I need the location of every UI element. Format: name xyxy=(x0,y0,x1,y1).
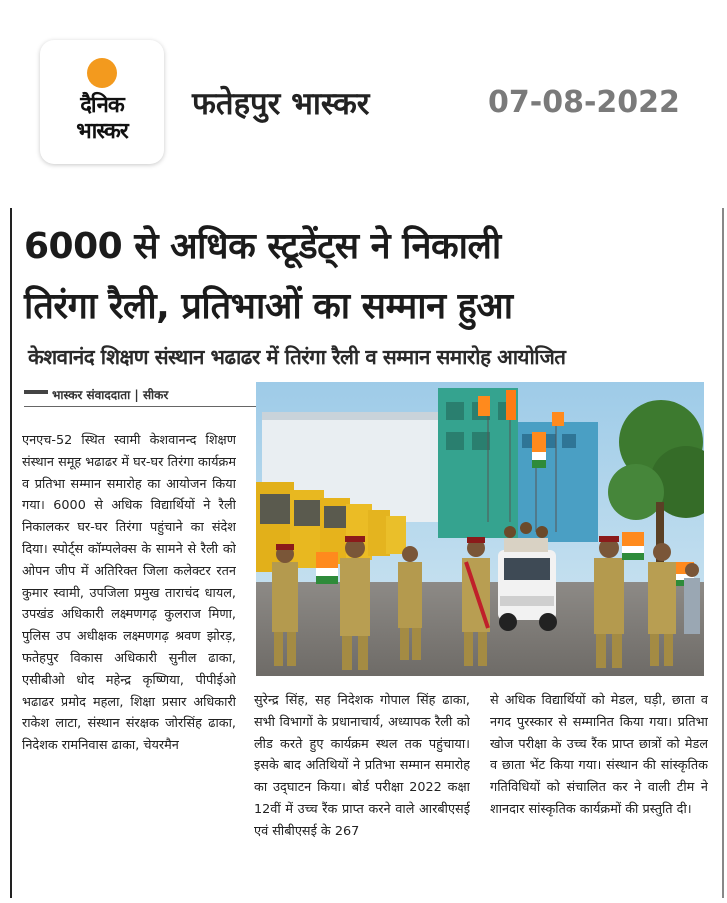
publication-title: फतेहपुर भास्कर xyxy=(192,86,370,122)
dainik-bhaskar-logo xyxy=(40,40,164,164)
publication-date: 07-08-2022 xyxy=(488,85,680,120)
article-column-1-text: एनएच-52 स्थित स्वामी केशवानन्द शिक्षण संस्थान समूह भढाढर में घर-घर तिरंगा कार्यक्रम व प्रतिभा सम्मान समारोह का आयोजन किया गया। 6000 से अधिक विद्यार्थियों ने रैली निकालकर घर-घर तिरंगा पहुंचाने का संदेश दिया। स्पोर्ट्स कॉम्पलेक्स के सामने से रैली को ओपन जीप में अतिरिक्त जिला कलेक्टर रतन कुमार स्वामी, उपजिला प्रमुख ताराचंद धायल, उपखंड अधिकारी लक्ष्मणगढ़ कुलराज मिणा, पुलिस उप अधीक्षक लक्ष्मणगढ़ श्रवण झोरड़, फतेहपुर विकास अधिकारी सुनील ढाका, एसीबीओ धोद महेन्द्र कृष्णिया, पीपीईओ भढाढर प्रमोद महला, शिक्षा प्रसार अधिकारी राकेश लाटा, संस्थान संरक्षक जोरसिंह ढाका, निदेशक रामनिवास ढाका, चेयरमैन xyxy=(22,433,236,754)
sun-icon xyxy=(87,58,117,88)
logo-text-line1: दैनिक xyxy=(80,93,124,118)
subheadline: केशवानंद शिक्षण संस्थान भढाढर में तिरंगा रैली व सम्मान समारोह आयोजित xyxy=(28,345,566,369)
byline: भास्कर संवाददाता | सीकर xyxy=(52,388,169,402)
logo-text-line2: भास्कर xyxy=(76,119,128,144)
byline-divider xyxy=(24,406,256,407)
headline-line-1: 6000 से अधिक स्टूडेंट्स ने निकाली xyxy=(24,226,501,267)
article-column-3 xyxy=(490,690,708,890)
rally-photo-illustration xyxy=(256,382,704,676)
newspaper-clipping xyxy=(0,198,727,903)
article-column-2 xyxy=(254,690,470,890)
article-column-1 xyxy=(22,430,236,895)
clipping-left-border xyxy=(10,208,12,898)
article-column-2-text: सुरेन्द्र सिंह, सह निदेशक गोपाल सिंह ढाका, सभी विभागों के प्रधानाचार्य, अध्यापक रैली को लीड करते हुए कार्यक्रम स्थल तक पहुंचाया। इसके बाद अतिथियों ने प्रतिभा सम्मान समारोह का उद्‌घाटन किया। बोर्ड परीक्षा 2022 कक्षा 12वीं में उच्च रैंक प्राप्त करने वाले आरबीएसई एवं सीबीएसई के 267 xyxy=(254,693,470,839)
headline-line-2: तिरंगा रैली, प्रतिभाओं का सम्मान हुआ xyxy=(24,286,513,327)
byline-marker xyxy=(24,390,48,394)
article-column-3-text: से अधिक विद्यार्थियों को मेडल, घड़ी, छाता व नगद पुरस्कार से सम्मानित किया गया। प्रतिभा खोज परीक्षा के उच्च रैंक प्राप्त छात्रों को मेडल व छाता भेंट किया गया। संस्थान की सांस्कृतिक गतिविधियों को संचालित कर ने वाली टीम ने शानदार सांस्कृतिक कार्यक्रमों की प्रस्तुति दी। xyxy=(490,693,708,817)
rally-photo xyxy=(256,382,704,676)
